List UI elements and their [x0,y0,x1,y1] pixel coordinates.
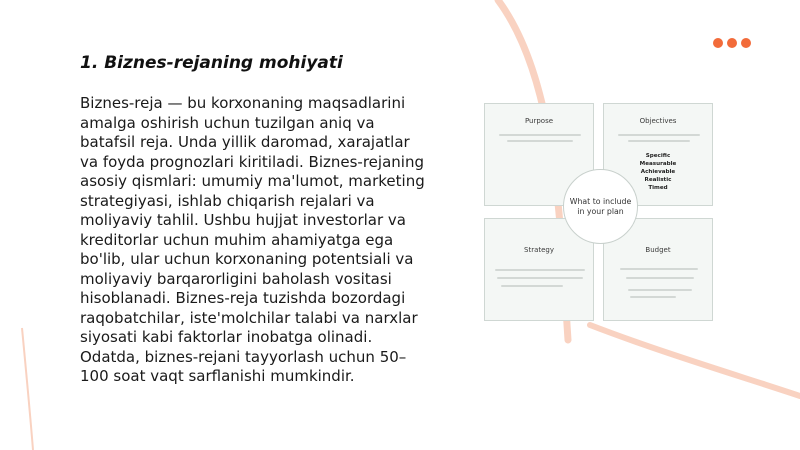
placeholder-line [620,268,698,270]
quadrant-title-objectives: Objectives [639,117,677,125]
placeholder-line [499,134,581,136]
placeholder-line [628,140,690,142]
center-label-line1: What to include [569,196,632,206]
placeholder-line [495,269,585,271]
smart-item: Achievable [640,169,676,175]
smart-item: Timed [648,185,668,191]
placeholder-line [628,289,692,291]
smart-item: Specific [645,153,671,159]
slide-title: 1. Biznes-rejaning mohiyati [80,53,343,73]
slide-body-text: Biznes-reja — bu korxonaning maqsadlarini amalga oshirish uchun tuzilgan aniq va batafsil reja. Unda yillik daromad, xarajatlar va foyda prognozlari kiritiladi. Biznes-rejaning asosiy qismlari: umumiy ma'lumot, marketing strategiyasi, ishlab chiqarish rejalari va moliyaviy tahlil. Ushbu hujjat investorlar va kreditorlar uchun muhim ahamiyatga ega bo'lib, ular uchun korxonaning potentsiali va moliyaviy barqarorligini baholash vositasi hisoblanadi. Biznes-reja tuzishda bozordagi raqobatchilar, iste'molchilar talabi va narxlar siyosati kabi faktorlar inobatga olinadi. Odatda, biznes-rejani tayyorlash uchun 50–100 soat vaqt sarflanishi mumkindir. [80,94,425,385]
more-dots-icon [713,38,751,48]
dot [713,38,723,48]
smart-item: Realistic [644,177,672,183]
quadrant-title-purpose: Purpose [524,117,554,125]
smart-item: Measurable [639,161,677,167]
center-label-line2: in your plan [577,206,624,216]
placeholder-line [507,140,573,142]
quadrant-title-strategy: Strategy [524,246,554,254]
dot [727,38,737,48]
dot [741,38,751,48]
plan-diagram [484,103,717,325]
placeholder-line [501,285,563,287]
placeholder-line [618,134,700,136]
center-circle [563,169,638,244]
placeholder-line [626,277,694,279]
placeholder-line [630,296,676,298]
quadrant-title-budget: Budget [645,246,671,254]
placeholder-line [497,277,583,279]
